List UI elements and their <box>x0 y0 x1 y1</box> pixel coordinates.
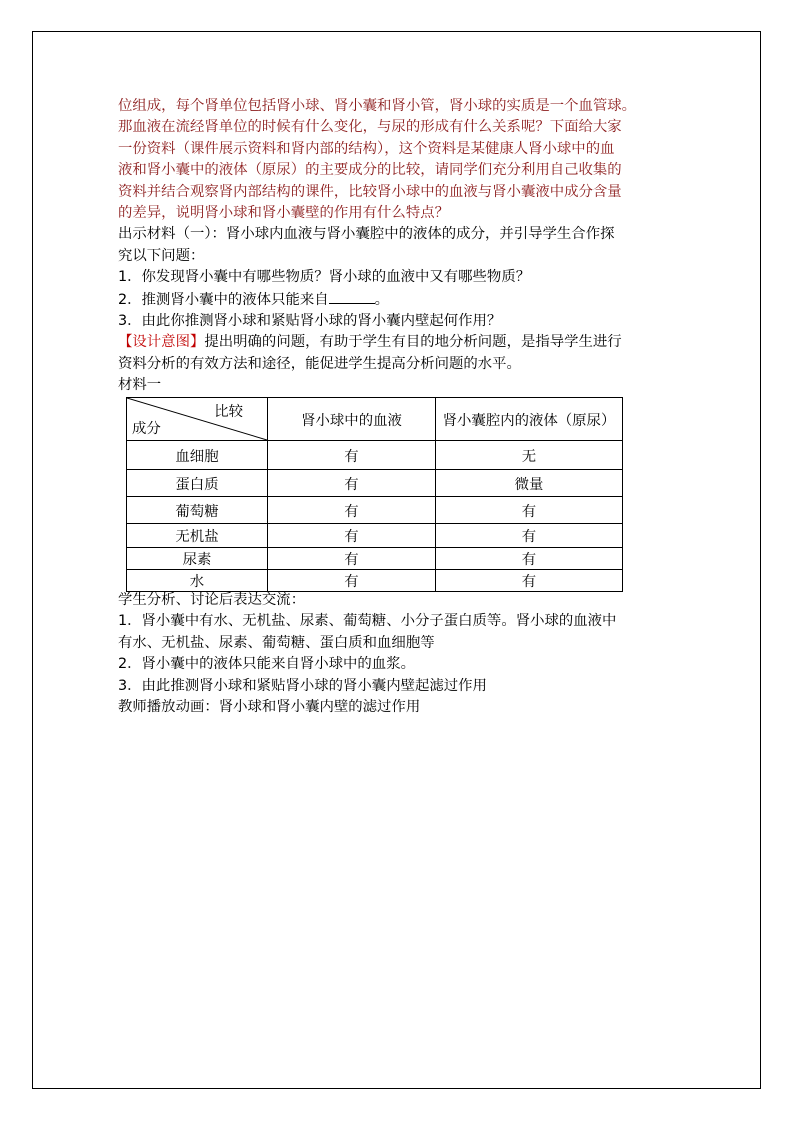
fill-blank <box>329 289 375 304</box>
table-row <box>127 470 623 497</box>
question-2-end: 。 <box>374 291 390 308</box>
design-intent-line-2: 资料分析的有效方法和途径，能促进学生提高分析问题的水平。 <box>118 355 521 372</box>
cell-blood: 有 <box>268 441 436 470</box>
cell-blood: 有 <box>268 497 436 524</box>
row-name: 尿素 <box>127 548 268 570</box>
design-intent-label: 【设计意图】 <box>118 334 205 351</box>
material-title: 材料一 <box>118 377 162 394</box>
lower-text-block <box>118 590 678 718</box>
intro-line: 液和肾小囊中的液体（原尿）的主要成分的比较，请同学们充分利用自己收集的 <box>118 162 622 179</box>
design-intent-text: 提出明确的问题，有助于学生有目的地分析问题，是指导学生进行 <box>204 334 622 351</box>
table-row <box>127 570 623 592</box>
row-name: 葡萄糖 <box>127 497 268 524</box>
cell-blood: 有 <box>268 570 436 592</box>
cell-urine: 无 <box>436 441 623 470</box>
table-row <box>127 548 623 570</box>
cell-blood: 有 <box>268 524 436 548</box>
cell-blood: 有 <box>268 470 436 497</box>
diagonal-header-cell <box>127 398 268 441</box>
diag-top-label: 比较 <box>214 404 243 420</box>
intro-line: 资料并结合观察肾内部结构的课件，比较肾小球中的血液与肾小囊液中成分含量 <box>118 183 622 200</box>
row-name: 血细胞 <box>127 441 268 470</box>
intro-line: 位组成，每个肾单位包括肾小球、肾小囊和肾小管，肾小球的实质是一个血管球。 <box>118 98 637 114</box>
question-3: 3．由此你推测肾小球和紧贴肾小球的肾小囊内壁起何作用？ <box>118 313 502 330</box>
cell-urine: 有 <box>436 497 623 524</box>
conclusion-line: 2．肾小囊中的液体只能来自肾小球中的血浆。 <box>118 656 415 673</box>
conclusion-line: 1．肾小囊中有水、无机盐、尿素、葡萄糖、小分子蛋白质等。肾小球的血液中 <box>118 613 617 630</box>
table-header-row <box>127 398 623 441</box>
row-name: 蛋白质 <box>127 470 268 497</box>
intro-line: 一份资料（课件展示资料和肾内部的结构），这个资料是某健康人肾小球中的血 <box>118 140 615 157</box>
row-name: 无机盐 <box>127 524 268 548</box>
material-line: 出示材料（一）：肾小球内血液与肾小囊腔中的液体的成分，并引导学生合作探 <box>118 226 615 243</box>
col-header-urine: 肾小囊腔内的液体（原尿） <box>436 398 623 441</box>
table-row <box>127 441 623 470</box>
cell-urine: 有 <box>436 570 623 592</box>
question-2 <box>118 289 678 311</box>
cell-urine: 有 <box>436 548 623 570</box>
upper-text-block <box>118 96 678 397</box>
question-1: 1．你发现肾小囊中有哪些物质？肾小球的血液中又有哪些物质？ <box>118 269 531 286</box>
conclusion-line: 学生分析、讨论后表达交流： <box>118 592 306 608</box>
cell-blood: 有 <box>268 548 436 570</box>
table-row <box>127 497 623 524</box>
conclusion-line: 有水、无机盐、尿素、葡萄糖、蛋白质和血细胞等 <box>118 634 435 651</box>
conclusion-line: 教师播放动画：肾小球和肾小囊内壁的滤过作用 <box>118 699 421 716</box>
col-header-blood: 肾小球中的血液 <box>268 398 436 441</box>
design-intent-line <box>118 332 678 353</box>
row-name: 水 <box>127 570 268 592</box>
conclusion-line: 3．由此推测肾小球和紧贴肾小球的肾小囊内壁起滤过作用 <box>118 677 487 694</box>
question-2-text: 2．推测肾小囊中的液体只能来自 <box>118 291 329 308</box>
composition-table <box>126 397 623 592</box>
cell-urine: 有 <box>436 524 623 548</box>
intro-line: 那血液在流经肾单位的时候有什么变化，与尿的形成有什么关系呢？下面给大家 <box>118 119 622 136</box>
material-line: 究以下问题： <box>118 247 205 264</box>
intro-line: 的差异，说明肾小球和肾小囊壁的作用有什么特点？ <box>118 205 449 222</box>
table-row <box>127 524 623 548</box>
diag-bottom-label: 成分 <box>132 421 161 437</box>
cell-urine: 微量 <box>436 470 623 497</box>
